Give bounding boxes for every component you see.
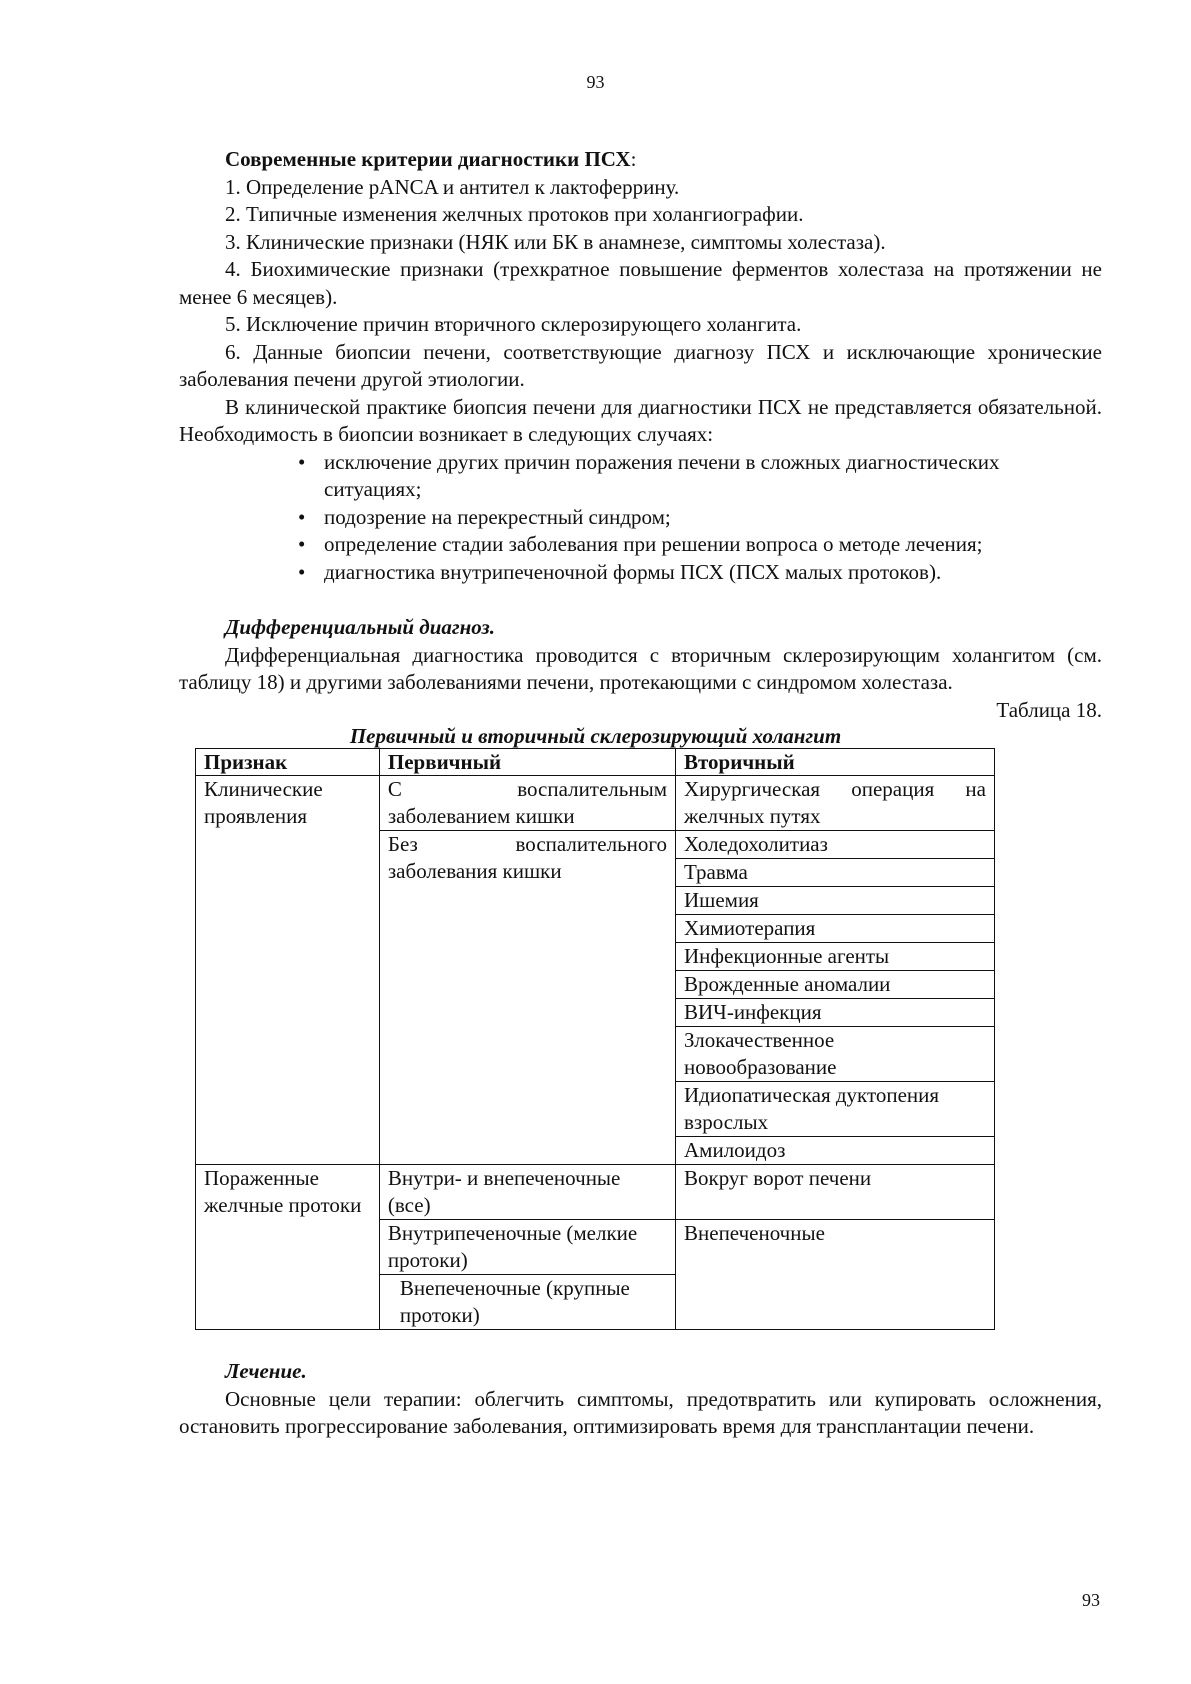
list-item: • диагностика внутрипеченочной формы ПСХ (ПСХ малых протоков).	[296, 559, 1102, 587]
page-number-bottom: 93	[1082, 1590, 1100, 1610]
differential-paragraph: Дифференциальная диагностика проводится с вторичным склерозирующим холангитом (см. таблицу 18) и другими заболеваниями печени, протекающими с синдромом холестаза.	[179, 642, 1102, 694]
table-cell: С воспалительным заболеванием кишки	[379, 776, 675, 831]
table-cell: Вокруг ворот печени	[676, 1165, 995, 1220]
table-cell: Травма	[676, 859, 995, 887]
bullet-icon: •	[298, 532, 306, 556]
list-item: • определение стадии заболевания при решении вопроса о методе лечения;	[296, 531, 1102, 559]
table-cell: Ишемия	[676, 887, 995, 915]
criteria-item: 1. Определение pANCA и антител к лактоферрину.	[225, 174, 680, 199]
table-cell: Химиотерапия	[676, 915, 995, 943]
list-item: • исключение других причин поражения печени в сложных диагностических ситуациях;	[298, 449, 1000, 501]
table-cell: Хирургическая операция на желчных путях	[676, 776, 995, 831]
table-cell: Амилоидоз	[676, 1137, 995, 1165]
table-caption: Первичный и вторичный склерозирующий холангит	[349, 724, 842, 748]
table-cell: Внепеченочные (крупные протоки)	[379, 1275, 675, 1330]
table-cell: Врожденные аномалии	[676, 971, 995, 999]
table-cell: Внепеченочные	[676, 1220, 995, 1330]
table-row	[196, 1165, 995, 1220]
table-cell: Без воспалительного заболевания кишки	[379, 831, 675, 1165]
table-number: Таблица 18.	[996, 697, 1102, 722]
treatment-paragraph: Основные цели терапии: облегчить симптомы, предотвратить или купировать осложнения, остановить прогрессирование заболевания, оптимизировать время для трансплантации печени.	[179, 1386, 1102, 1438]
treatment-heading: Лечение.	[225, 1359, 307, 1383]
table-cell: Клинические проявления	[196, 776, 380, 1165]
bullet-icon: •	[298, 559, 306, 584]
table-cell: Холедохолитиаз	[676, 831, 995, 859]
comparison-table	[195, 748, 995, 1330]
table-header-cell: Первичный	[379, 749, 675, 776]
criteria-item: 2. Типичные изменения желчных протоков при холангиографии.	[225, 202, 804, 226]
criteria-heading: Современные критерии диагностики ПСХ:	[225, 147, 637, 171]
table-header-cell: Вторичный	[676, 749, 995, 776]
table-cell: Злокачественное новообразование	[676, 1027, 995, 1082]
page-content	[179, 146, 1102, 1441]
differential-heading: Дифференциальный диагноз.	[225, 615, 495, 639]
biopsy-paragraph: В клинической практике биопсия печени для диагностики ПСХ не представляется обязательной. Необходимость в биопсии возникает в следующих случаях:	[179, 394, 1102, 446]
table-cell: Внутрипеченочные (мелкие протоки)	[379, 1220, 675, 1275]
table-row	[196, 776, 995, 831]
table-cell: ВИЧ-инфекция	[676, 999, 995, 1027]
table-header-row	[196, 749, 995, 776]
criteria-item: 3. Клинические признаки (НЯК или БК в анамнезе, симптомы холестаза).	[225, 229, 886, 254]
table-cell: Внутри- и внепеченочные (все)	[379, 1165, 675, 1220]
bullet-icon: •	[298, 504, 306, 529]
table-header-cell: Признак	[196, 749, 380, 776]
table-cell: Инфекционные агенты	[676, 943, 995, 971]
criteria-item: 5. Исключение причин вторичного склерозирующего холангита.	[225, 312, 802, 336]
table-cell: Идиопатическая дуктопения взрослых	[676, 1082, 995, 1137]
table-cell: Пораженные желчные протоки	[196, 1165, 380, 1330]
biopsy-bullet-list	[179, 449, 1102, 587]
list-item: • подозрение на перекрестный синдром;	[296, 504, 1102, 532]
page-number-top: 93	[586, 72, 605, 92]
bullet-icon: •	[298, 449, 306, 474]
criteria-item: 4. Биохимические признаки (трехкратное повышение ферментов холестаза на протяжении не менее 6 месяцев).	[179, 257, 1102, 309]
criteria-item: 6. Данные биопсии печени, соответствующие диагнозу ПСХ и исключающие хронические заболевания печени другой этиологии.	[179, 339, 1102, 391]
